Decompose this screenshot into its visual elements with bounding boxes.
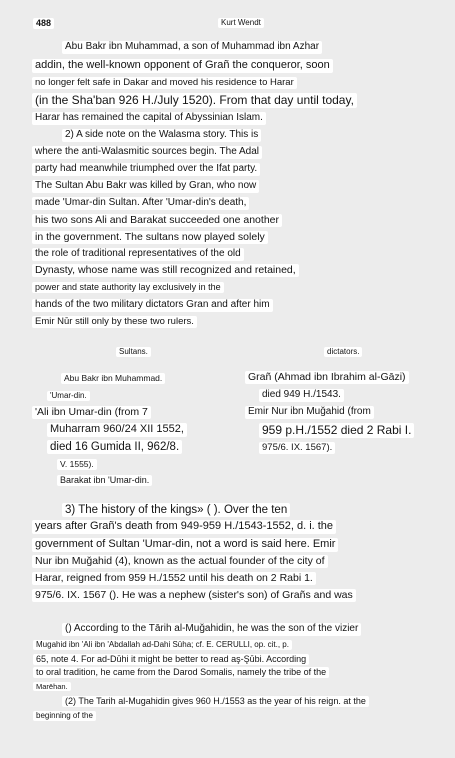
body-line: power and state authority lay exclusively in the — [32, 282, 224, 293]
sultan-cell: 'Umar-din. — [47, 391, 90, 401]
body-line: in the government. The sultans now played solely — [32, 231, 268, 244]
body-line: Nur ibn Muğahid (4), known as the actual founder of the city of — [32, 555, 328, 568]
body-line: 3) The history of the kings» ( ). Over the ten — [62, 503, 290, 517]
dictator-cell: died 949 H./1543. — [259, 389, 344, 402]
dictator-cell: 959 p.H./1552 died 2 Rabi I. — [259, 423, 414, 438]
body-line: Dynasty, whose name was still recognized and retained, — [32, 264, 299, 277]
table-header-dictators: dictators. — [324, 347, 362, 357]
sultan-cell: died 16 Gumida II, 962/8. — [47, 440, 182, 454]
body-line: where the anti-Walasmitic sources begin. The Adal — [32, 146, 262, 159]
body-line: years after Grañ's death from 949-959 H./1543-1552, d. i. the — [32, 520, 336, 534]
body-line: hands of the two military dictators Gran and after him — [32, 299, 273, 312]
sultan-cell: Barakat ibn 'Umar-din. — [57, 475, 152, 486]
body-line: Harar, reigned from 959 H./1552 until his death on 2 Rabi 1. — [32, 572, 316, 585]
body-line: 975/6. IX. 1567 (). He was a nephew (sister's son) of Grañs and was — [32, 589, 356, 602]
running-title: Kurt Wendt — [218, 18, 264, 28]
footnote-line: Mugahid ibn 'Ali ibn 'Abdallah ad-Dahi Sūha; cf. E. CERULLI, op. cit., p. — [33, 640, 292, 650]
footnote-line: (2) The Tarih al-Mugahidin gives 960 H./1553 as the year of his reign. at the — [62, 696, 369, 707]
body-line: party had meanwhile triumphed over the Ifat party. — [32, 163, 260, 176]
page-number: 488 — [33, 18, 54, 29]
sultan-cell: Abu Bakr ibn Muhammad. — [61, 373, 165, 384]
body-line: Emir Nūr still only by these two rulers. — [32, 316, 197, 328]
body-line: government of Sultan 'Umar-din, not a word is said here. Emir — [32, 538, 338, 552]
sultan-cell: V. 1555). — [57, 459, 97, 470]
footnote-line: () According to the Tārih al-Muğahidin, he was the son of the vizier — [62, 623, 361, 636]
body-line: his two sons Ali and Barakat succeeded one another — [32, 214, 282, 227]
body-line: Harar has remained the capital of Abyssinian Islam. — [32, 112, 266, 125]
dictator-cell: Grañ (Ahmad ibn Ibrahim al-Gāzi) — [245, 371, 409, 384]
body-line: the role of traditional representatives of the old — [32, 248, 244, 261]
footnote-line: 65, note 4. For ad-Dūhi it might be better to read aş-Şūbi. According — [33, 654, 309, 665]
sultan-cell: 'Ali ibn Umar-din (from 7 — [32, 406, 151, 419]
body-line: The Sultan Abu Bakr was killed by Gran, who now — [32, 180, 259, 193]
footnote-line: Marēhan. — [33, 682, 71, 691]
dictator-cell: 975/6. IX. 1567). — [259, 442, 335, 454]
footnote-line: to oral tradition, he came from the Darod Somalis, namely the tribe of the — [33, 667, 329, 678]
body-line: Abu Bakr ibn Muhammad, a son of Muhammad ibn Azhar — [62, 41, 322, 54]
body-line: addin, the well-known opponent of Grañ the conqueror, soon — [32, 59, 333, 73]
table-header-sultans: Sultans. — [116, 347, 151, 357]
dictator-cell: Emir Nur ibn Muğahid (from — [245, 406, 374, 419]
sultan-cell: Muharram 960/24 XII 1552, — [47, 423, 187, 437]
body-line: no longer felt safe in Dakar and moved his residence to Harar — [32, 77, 297, 89]
body-line: 2) A side note on the Walasma story. This is — [62, 129, 261, 142]
body-line: made 'Umar-din Sultan. After 'Umar-din's death, — [32, 197, 249, 210]
body-line: (in the Sha'ban 926 H./July 1520). From that day until today, — [32, 93, 357, 108]
footnote-line: beginning of the — [33, 711, 96, 721]
